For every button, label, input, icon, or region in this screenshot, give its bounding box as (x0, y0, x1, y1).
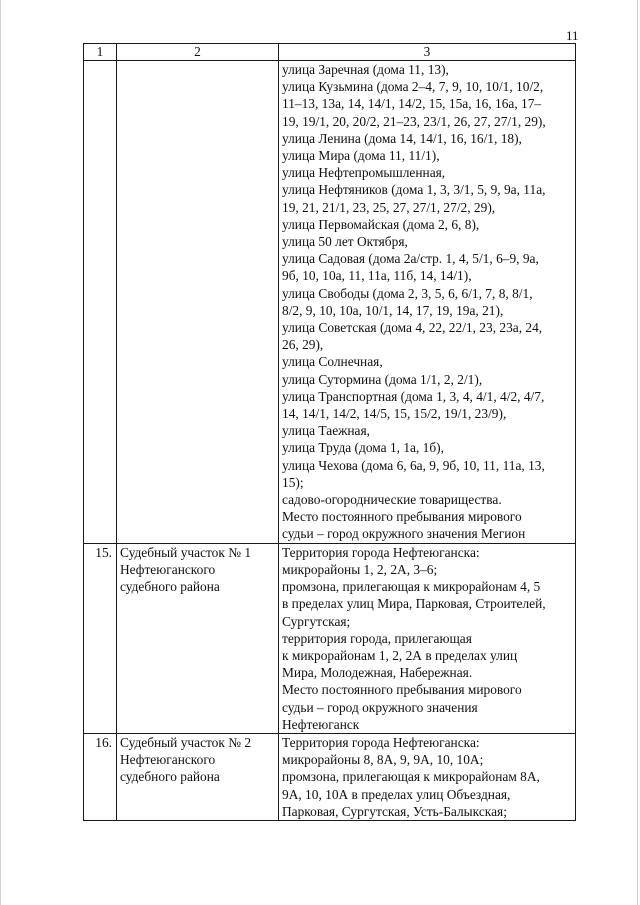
row-number: 15. (84, 543, 117, 733)
territory-line: промзона, прилегающая к микрорайонам 8А, (282, 769, 540, 785)
territory-line: к микрорайонам 1, 2, 2А в пределах улиц (282, 647, 518, 663)
territory-line: 26, 29), (282, 337, 324, 353)
district-line: судебного района (120, 769, 220, 785)
header-col-3: 3 (279, 44, 576, 61)
territory-line: в пределах улиц Мира, Парковая, Строителей, (282, 596, 546, 612)
territory-line: улица Солнечная, (282, 354, 383, 370)
territory-line: 19, 19/1, 20, 20/2, 21–23, 23/1, 26, 27, 27/1, 29), (282, 113, 546, 129)
territory-line: улица Труда (дома 1, 1а, 1б), (282, 440, 444, 456)
territory-line: садово-огороднические товарищества. (282, 492, 502, 508)
row-number: 16. (84, 733, 117, 820)
territory-line: территория города, прилегающая (282, 630, 472, 646)
territory-line: улица Нефтяников (дома 1, 3, 3/1, 5, 9, 9а, 11а, (282, 182, 546, 198)
territory-line: улица 50 лет Октября, (282, 234, 408, 250)
district-line: судебного района (120, 579, 220, 595)
territory-line: улица Заречная (дома 11, 13), (282, 62, 449, 77)
territory-line: 8/2, 9, 10, 10а, 10/1, 14, 17, 19, 19а, 21), (282, 302, 504, 318)
territory-line: Территория города Нефтеюганска: (282, 734, 480, 750)
page-edge-left (0, 0, 1, 905)
territory-line: Парковая, Сургутская, Усть-Балыкская; (282, 803, 507, 819)
territory-line: улица Ленина (дома 14, 14/1, 16, 16/1, 18), (282, 130, 522, 146)
territory-line: улица Мира (дома 11, 11/1), (282, 148, 440, 164)
territory-line: улица Советская (дома 4, 22, 22/1, 23, 23а, 24, (282, 320, 543, 336)
district-cell (117, 61, 279, 544)
territory-line: улица Кузьмина (дома 2–4, 7, 9, 10, 10/1, 10/2, (282, 79, 544, 95)
territory-line: судьи – город окружного значения (282, 699, 478, 715)
district-line: Судебный участок № 1 (120, 544, 252, 560)
territory-line: Место постоянного пребывания мирового (282, 509, 522, 525)
territory-line: Нефтеюганск (282, 716, 360, 732)
row-number (84, 61, 117, 544)
territory-line: 11–13, 13а, 14, 14/1, 14/2, 15, 15а, 16, 16а, 17– (282, 96, 542, 112)
territory-cell (279, 61, 576, 544)
districts-table (83, 43, 576, 821)
territory-line: судьи – город окружного значения Мегион (282, 526, 526, 542)
territory-line: микрорайоны 8, 8А, 9, 9А, 10, 10А; (282, 752, 484, 768)
territory-line: улица Нефтепромышленная, (282, 165, 446, 181)
territory-line: микрорайоны 1, 2, 2А, 3–6; (282, 561, 438, 577)
territory-line: улица Чехова (дома 6, 6а, 9, 9б, 10, 11, 11а, 13, (282, 457, 545, 473)
table-row (84, 733, 576, 820)
territory-line: улица Сутормина (дома 1/1, 2, 2/1), (282, 371, 483, 387)
header-col-1: 1 (84, 44, 117, 61)
territory-cell (279, 543, 576, 733)
territory-line: 15); (282, 474, 304, 490)
territory-line: 9б, 10, 10а, 11, 11а, 11б, 14, 14/1), (282, 268, 472, 284)
header-col-2: 2 (117, 44, 279, 61)
territory-line: Территория города Нефтеюганска: (282, 544, 480, 560)
territory-cell (279, 733, 576, 820)
territory-line: улица Таежная, (282, 423, 371, 439)
territory-line: улица Первомайская (дома 2, 6, 8), (282, 216, 480, 232)
header-row (84, 44, 576, 61)
territory-line: улица Свободы (дома 2, 3, 5, 6, 6/1, 7, 8, 8/1, (282, 285, 533, 301)
territory-line: 9А, 10, 10А в пределах улиц Объездная, (282, 786, 511, 802)
page-edge-right (637, 0, 638, 905)
table-row (84, 543, 576, 733)
territory-line: улица Садовая (дома 2а/стр. 1, 4, 5/1, 6–9, 9а, (282, 251, 539, 267)
territory-line: 14, 14/1, 14/2, 14/5, 15, 15/2, 19/1, 23/9), (282, 406, 507, 422)
district-line: Нефтеюганского (120, 561, 216, 577)
territory-line: 19, 21, 21/1, 23, 25, 27, 27/1, 27/2, 29), (282, 199, 496, 215)
territory-line: Сургутская; (282, 613, 351, 629)
territory-line: Мира, Молодежная, Набережная. (282, 665, 473, 681)
page-number: 11 (566, 28, 579, 43)
district-line: Нефтеюганского (120, 752, 216, 768)
district-line: Судебный участок № 2 (120, 734, 252, 750)
territory-line: улица Транспортная (дома 1, 3, 4, 4/1, 4/2, 4/7, (282, 388, 545, 404)
district-cell (117, 543, 279, 733)
district-cell (117, 733, 279, 820)
table-row (84, 61, 576, 544)
territory-line: промзона, прилегающая к микрорайонам 4, 5 (282, 579, 541, 595)
territory-line: Место постоянного пребывания мирового (282, 682, 522, 698)
